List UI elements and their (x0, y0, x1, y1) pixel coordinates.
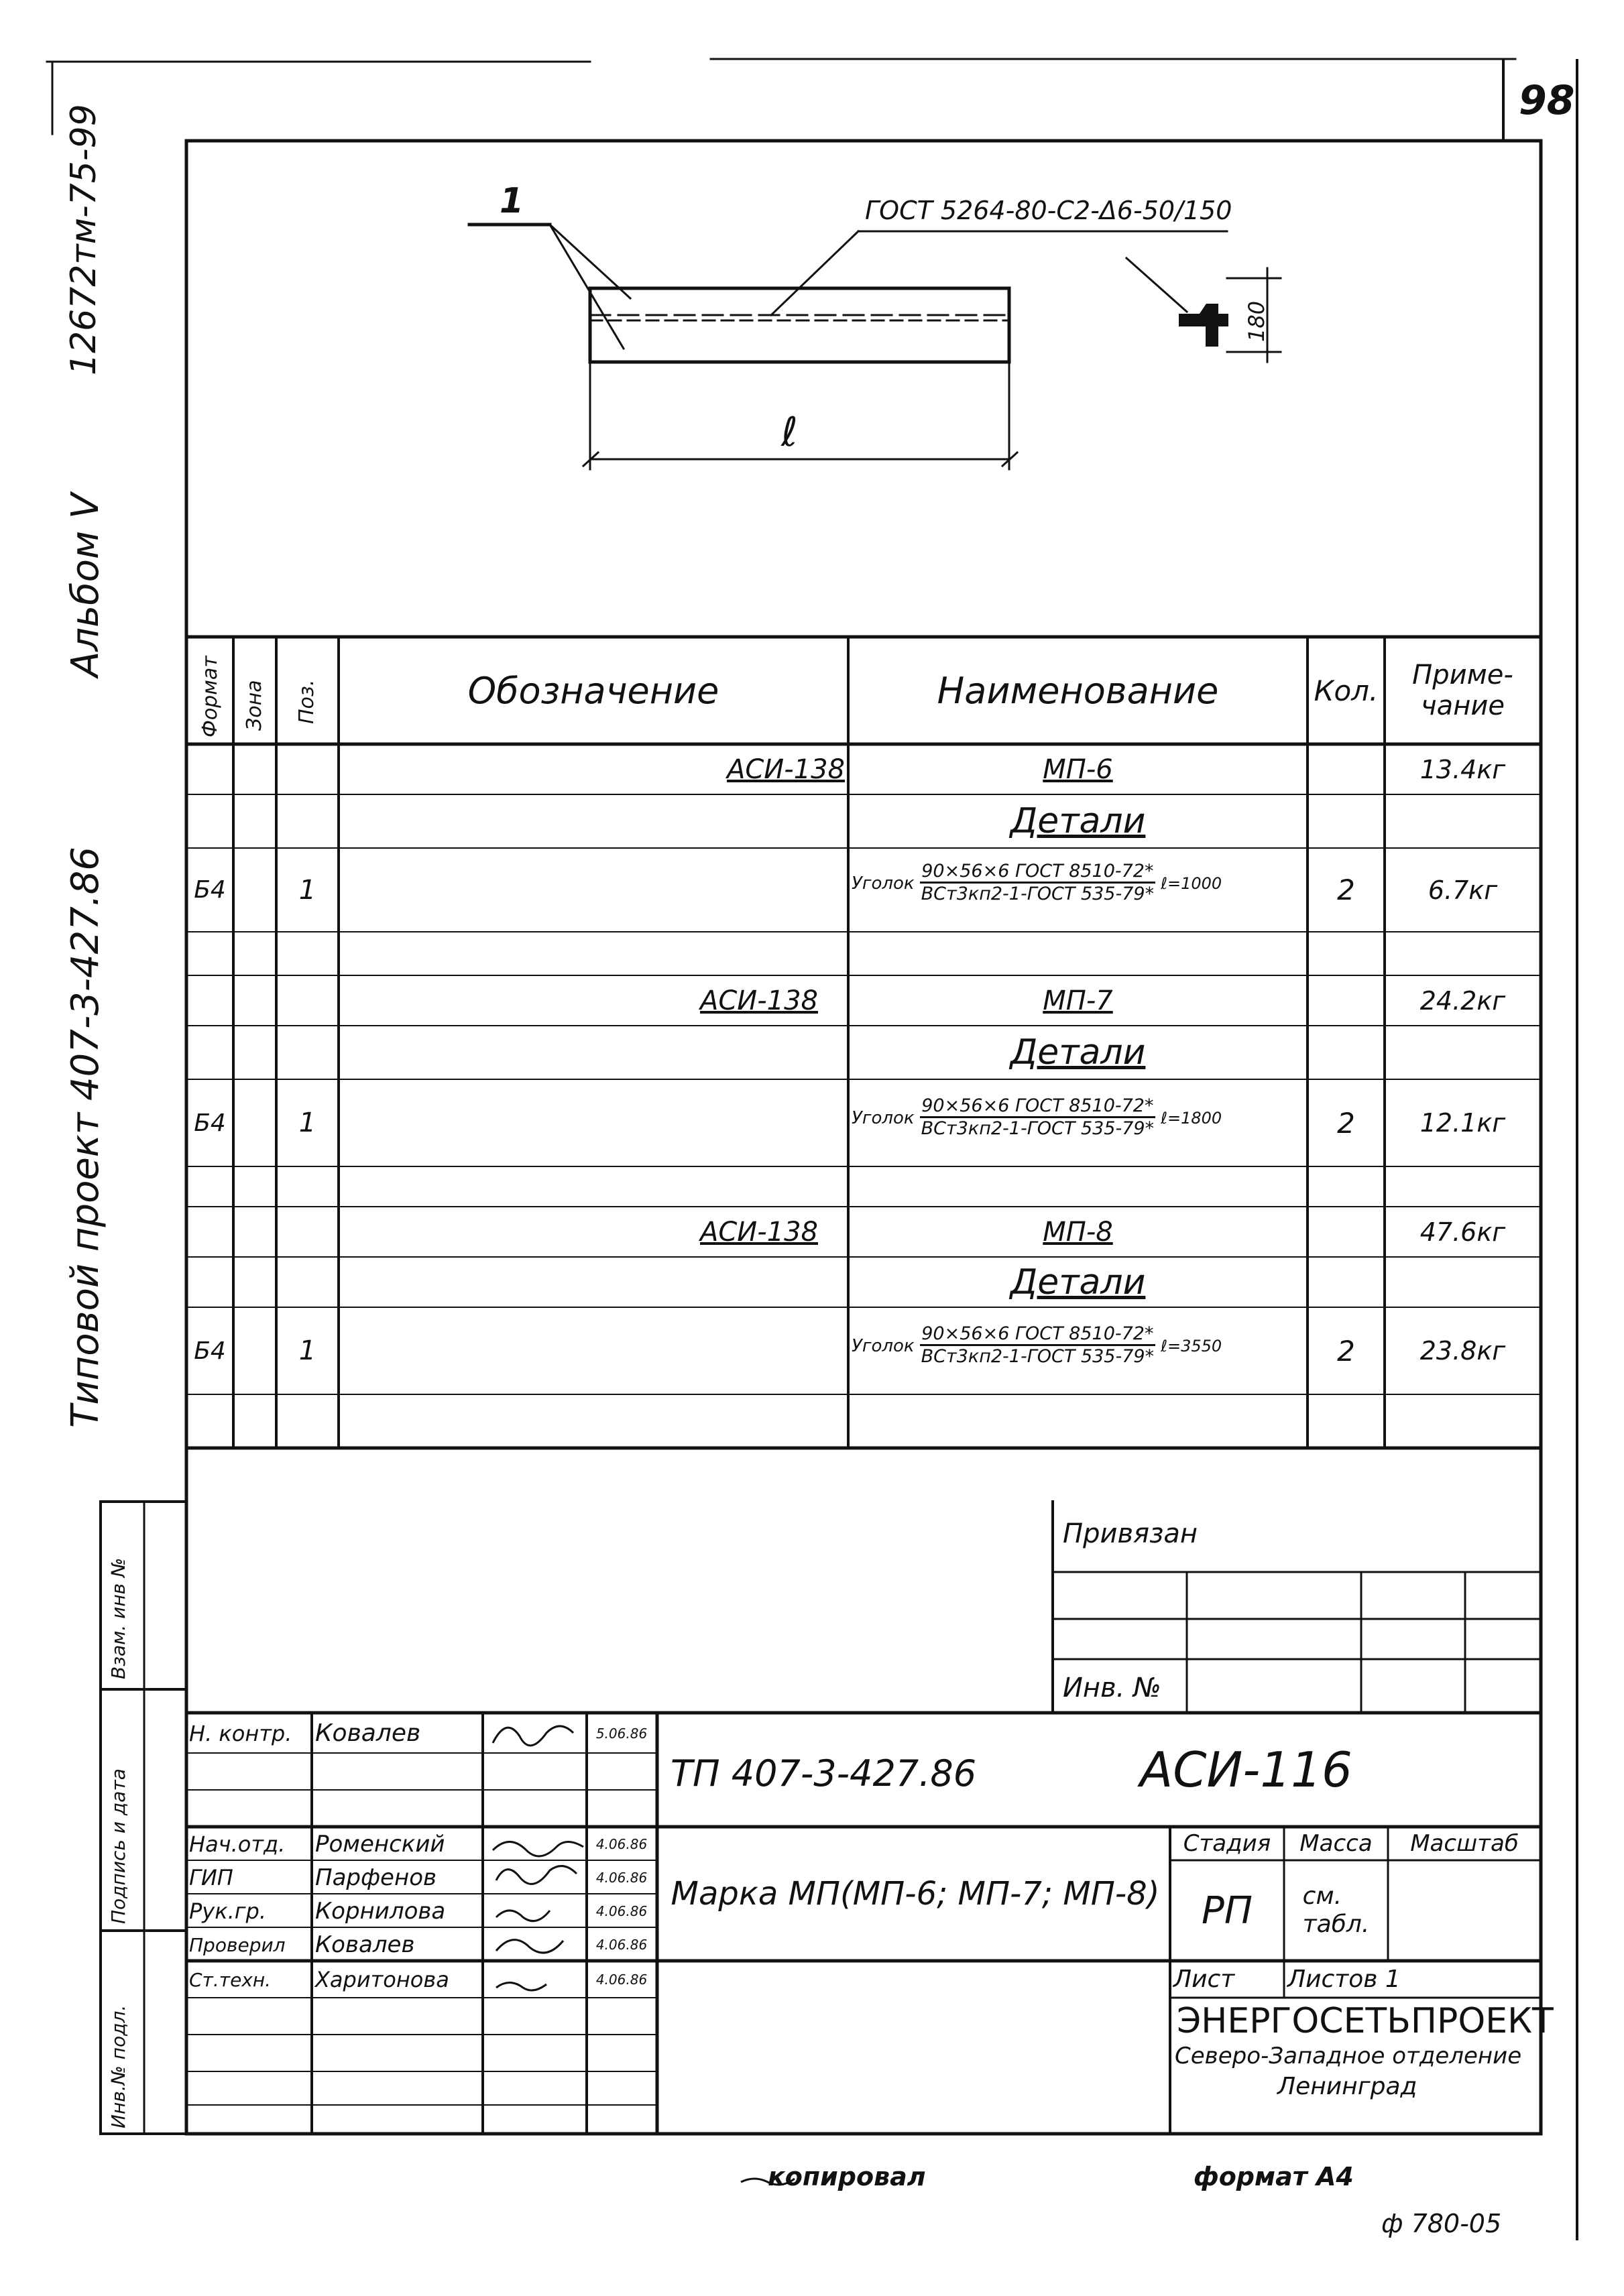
row-item-angle (852, 861, 1222, 905)
staff-role: Нач.отд. (189, 1831, 286, 1857)
doc-title: Марка МП(МП-6; МП-7; МП-8) (671, 1875, 1160, 1913)
section-heading: Детали (1010, 1032, 1146, 1073)
staff-role: Ст.техн. (189, 1968, 272, 1991)
staff-date: 4.06.86 (595, 1836, 648, 1852)
header-name: Наименование (937, 669, 1219, 712)
staff-role: ГИП (189, 1865, 233, 1890)
staff-name: Харитонова (315, 1967, 449, 1992)
weld-callout: ГОСТ 5264-80-С2-Δ6-50/150 (865, 196, 1232, 225)
stamp-original-inv: Инв.№ подл. (107, 2004, 129, 2128)
header-note: Приме- чание (1412, 660, 1513, 721)
binding-label: Привязан (1063, 1518, 1198, 1549)
item-steel: ВСт3кп2-1-ГОСТ 535-79* (921, 1118, 1155, 1139)
item-length: ℓ=1000 (1161, 873, 1222, 893)
row-pos: 1 (298, 1335, 316, 1366)
mass-label: Масса (1299, 1830, 1373, 1857)
row-designation: АСИ-138 (700, 985, 818, 1016)
stamp-replace-inv: Взам. инв № (107, 1557, 129, 1679)
section-heading: Детали (1010, 801, 1146, 841)
angle-sketch (469, 225, 1281, 469)
staff-name: Парфенов (315, 1864, 437, 1891)
item-profile: 90×56×6 ГОСТ 8510-72* (920, 1096, 1155, 1118)
row-note: 12.1кг (1419, 1108, 1506, 1138)
header-designation: Обозначение (467, 669, 719, 712)
header-format: Формат (198, 656, 222, 737)
staff-name: Корнилова (315, 1898, 446, 1925)
stamp-signature-date: Подпись и дата (107, 1768, 129, 1924)
row-qty: 2 (1337, 1334, 1355, 1368)
row-name: МП-7 (1043, 985, 1113, 1016)
row-format: Б4 (194, 1337, 226, 1365)
item-label: Уголок (852, 873, 915, 894)
row-pos: 1 (298, 874, 316, 906)
section-height: 180 (1244, 300, 1269, 342)
row-format: Б4 (194, 1109, 226, 1137)
sheet-label: Лист (1173, 1966, 1235, 1993)
row-name: МП-8 (1043, 1216, 1113, 1248)
item-steel: ВСт3кп2-1-ГОСТ 535-79* (921, 1346, 1155, 1367)
copied-label: копировал (768, 2162, 926, 2191)
org-branch: Северо-Западное отделение (1175, 2043, 1522, 2069)
row-qty: 2 (1337, 873, 1355, 906)
row-pos: 1 (298, 1107, 316, 1138)
staff-role: Н. контр. (189, 1720, 292, 1746)
length-label: ℓ (781, 409, 798, 456)
row-qty: 2 (1337, 1106, 1355, 1140)
format-label: формат А4 (1194, 2162, 1354, 2191)
mass-value: см. табл. (1302, 1882, 1370, 1938)
staff-role: Рук.гр. (189, 1898, 267, 1924)
stage-label: Стадия (1183, 1830, 1271, 1857)
item-length: ℓ=1800 (1161, 1108, 1222, 1128)
row-item-angle (852, 1324, 1222, 1368)
item-label: Уголок (852, 1335, 915, 1356)
project-code: ТП 407-3-427.86 (671, 1752, 977, 1795)
org-city: Ленинград (1277, 2073, 1417, 2100)
staff-name: Ковалев (315, 1931, 415, 1958)
item-steel: ВСт3кп2-1-ГОСТ 535-79* (921, 884, 1155, 904)
doc-code: АСИ-116 (1140, 1742, 1352, 1798)
item-profile: 90×56×6 ГОСТ 8510-72* (920, 861, 1155, 884)
item-label: Уголок (852, 1107, 915, 1128)
stage-value: РП (1202, 1888, 1253, 1933)
row-note: 6.7кг (1428, 875, 1498, 905)
row-format: Б4 (194, 876, 226, 904)
row-note: 24.2кг (1419, 985, 1506, 1016)
item-profile: 90×56×6 ГОСТ 8510-72* (920, 1324, 1155, 1346)
row-designation: АСИ-138 (727, 753, 845, 785)
header-zone: Зона (243, 680, 266, 731)
sheet-number: 98 (1519, 77, 1575, 124)
row-note: 13.4кг (1419, 754, 1506, 784)
scale-label: Масштаб (1410, 1830, 1519, 1857)
header-qty: Кол. (1314, 674, 1379, 707)
project-label: Типовой проект 407-3-427.86 (64, 847, 107, 1428)
sheets-label: Листов 1 (1287, 1966, 1401, 1993)
staff-date: 4.06.86 (595, 1972, 648, 1988)
staff-date: 4.06.86 (595, 1937, 648, 1953)
row-name: МП-6 (1043, 753, 1113, 785)
item-length: ℓ=3550 (1161, 1336, 1222, 1355)
staff-date: 4.06.86 (595, 1870, 648, 1886)
org-name: ЭНЕРГОСЕТЬПРОЕКТ (1177, 2001, 1554, 2041)
position-mark: 1 (500, 181, 524, 221)
staff-date: 4.06.86 (595, 1903, 648, 1919)
row-item-angle (852, 1096, 1222, 1140)
row-note: 23.8кг (1419, 1336, 1506, 1366)
staff-name: Роменский (315, 1831, 445, 1858)
binding-inv: Инв. № (1063, 1673, 1161, 1703)
staff-date: 5.06.86 (595, 1725, 648, 1742)
staff-name: Ковалев (315, 1719, 421, 1747)
form-number: ф 780-05 (1381, 2209, 1502, 2238)
section-heading: Детали (1010, 1262, 1146, 1303)
row-designation: АСИ-138 (700, 1216, 818, 1248)
row-note: 47.6кг (1419, 1217, 1506, 1247)
album-label: Альбом V (64, 493, 107, 677)
archive-number: 12672тм-75-99 (64, 104, 104, 375)
header-pos: Поз. (295, 679, 318, 724)
staff-role: Проверил (189, 1933, 286, 1956)
